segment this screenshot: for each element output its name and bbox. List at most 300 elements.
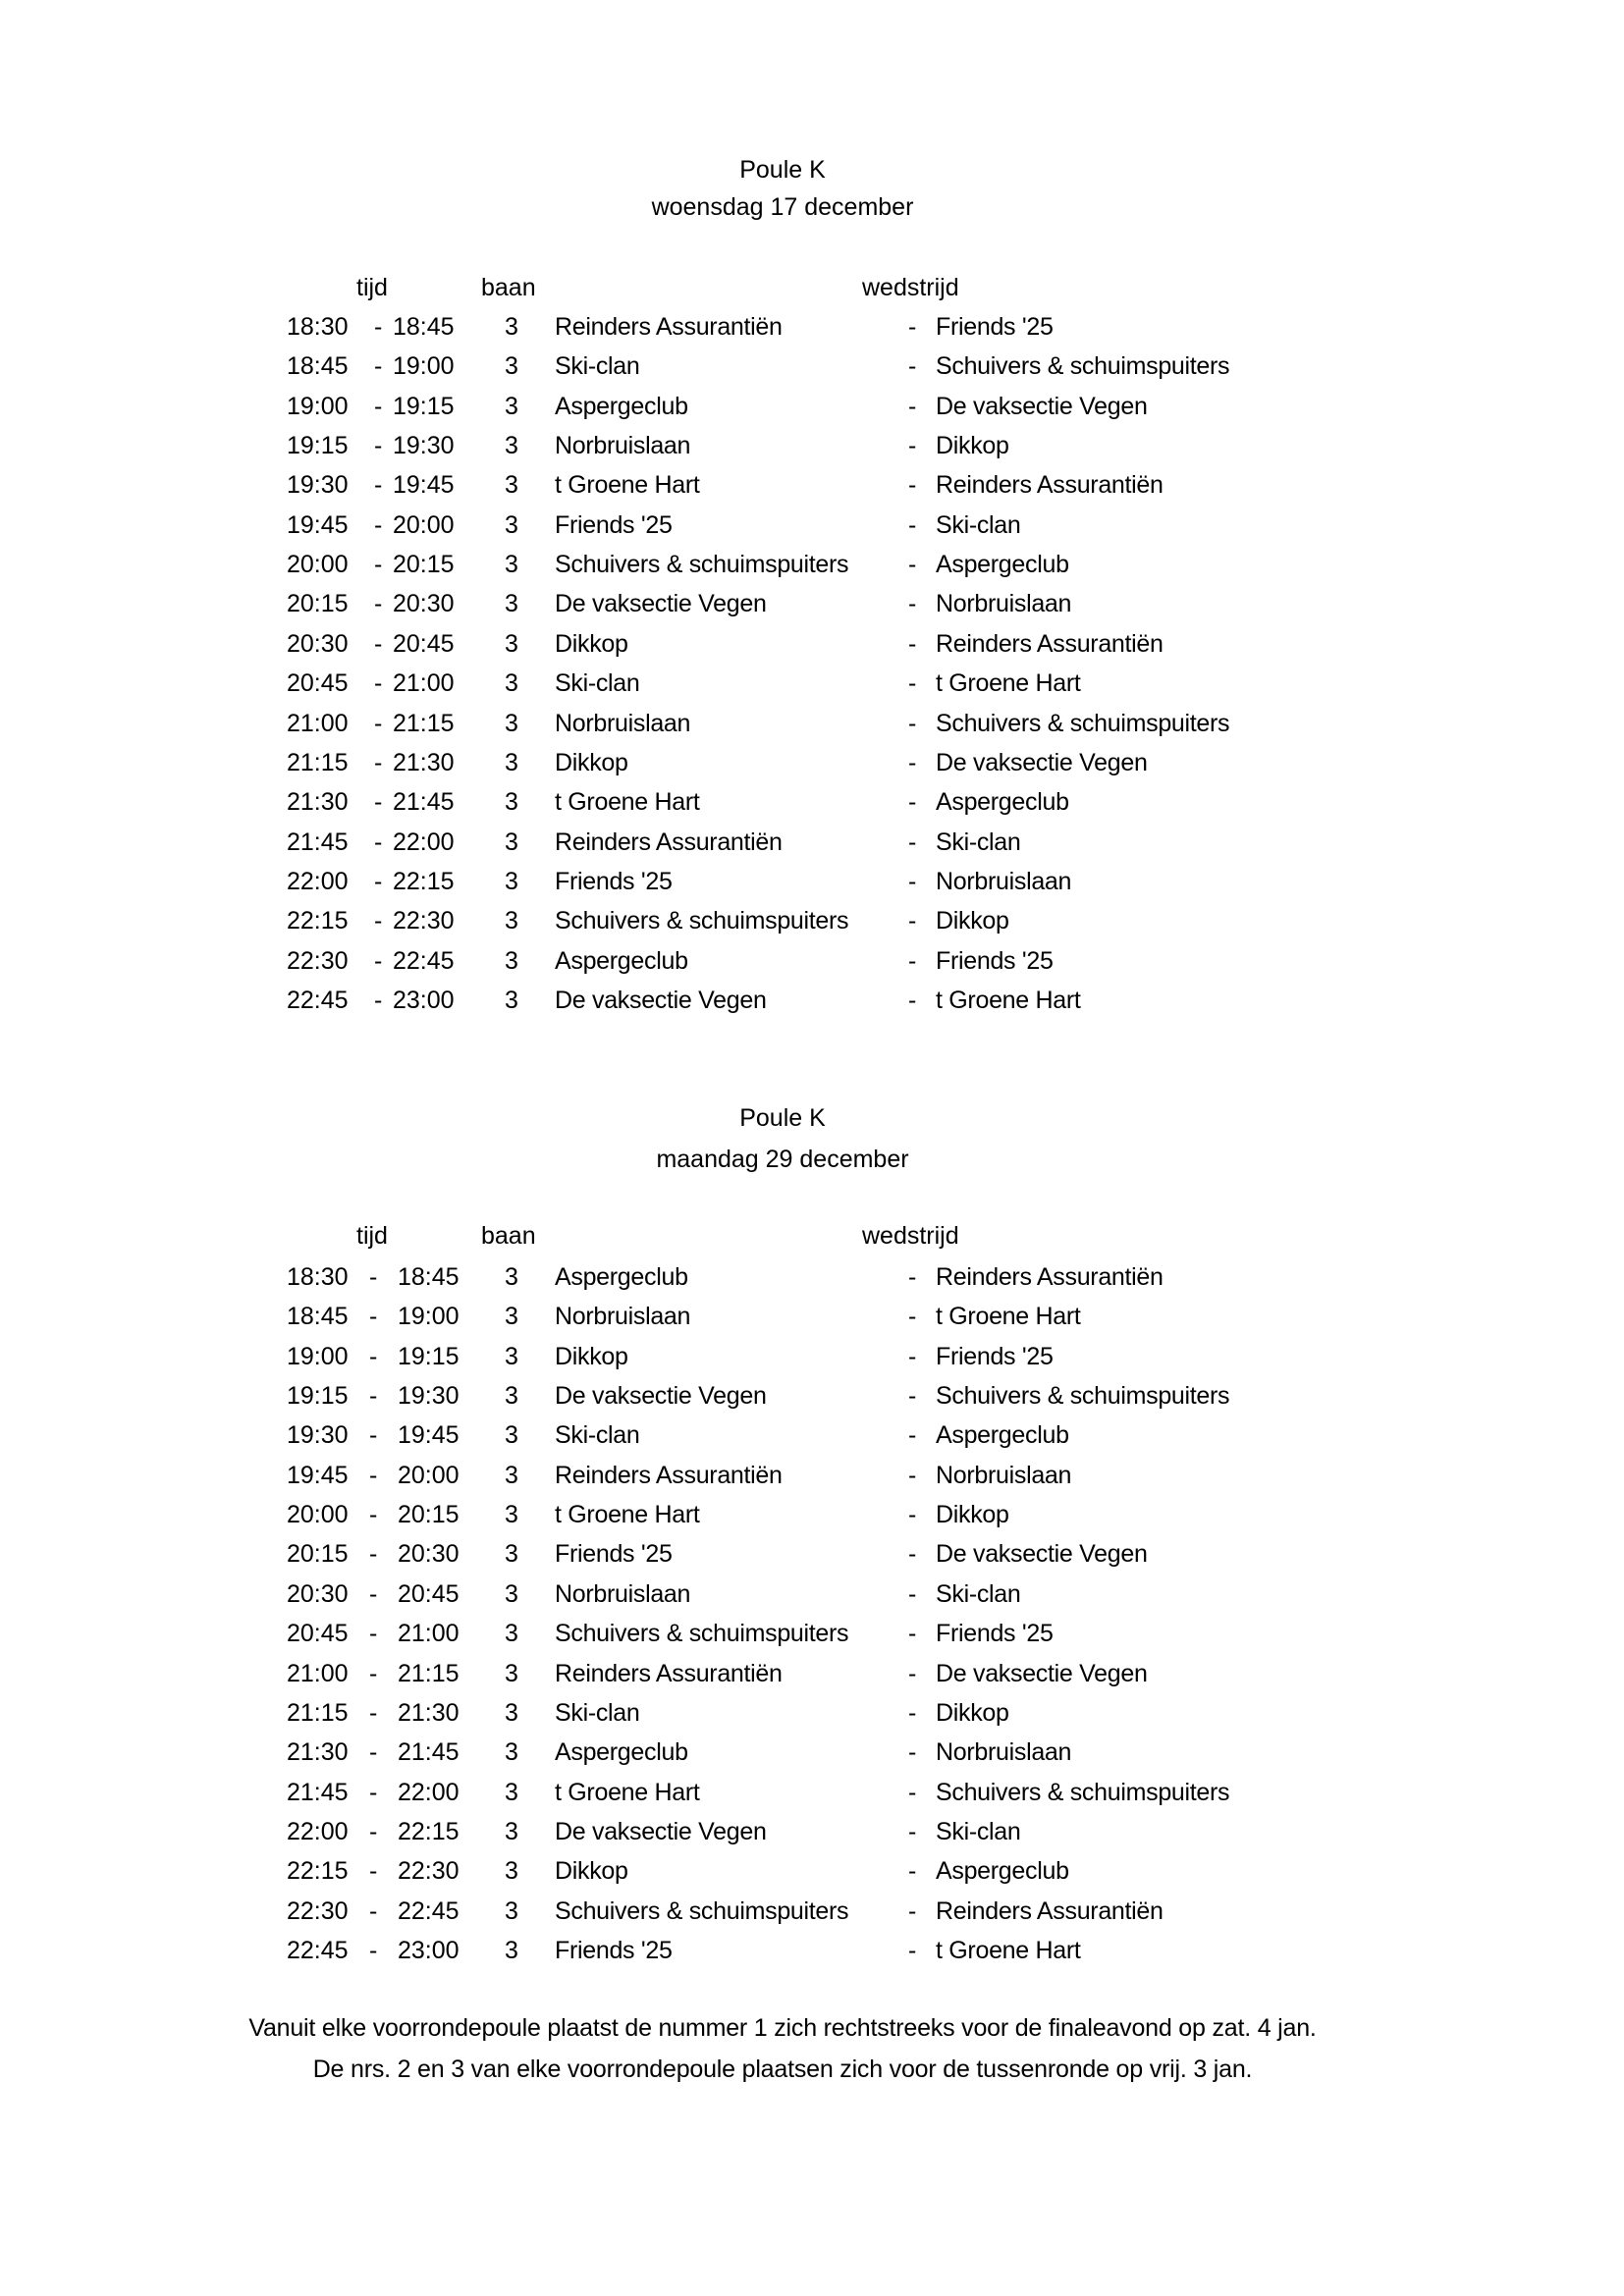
match-row — [0, 470, 1624, 509]
home-team: Aspergeclub — [555, 392, 688, 420]
time-separator: - — [374, 352, 383, 381]
away-team: Norbruislaan — [936, 1461, 1072, 1489]
header-match: wedstrijd — [862, 274, 959, 301]
time-separator: - — [369, 1659, 378, 1687]
match-row — [0, 787, 1624, 827]
court-number: 3 — [505, 1501, 518, 1529]
match-row — [0, 709, 1624, 748]
match-row — [0, 668, 1624, 708]
end-time: 22:45 — [393, 946, 455, 975]
match-separator: - — [908, 1778, 917, 1806]
end-time: 20:00 — [393, 510, 455, 539]
court-number: 3 — [505, 510, 518, 539]
time-separator: - — [369, 1501, 378, 1529]
time-separator: - — [369, 1778, 378, 1806]
end-time: 19:00 — [393, 352, 455, 381]
section-title: Poule K — [739, 1104, 826, 1132]
section-date: woensdag 17 december — [651, 193, 914, 221]
match-separator: - — [908, 748, 917, 776]
match-separator: - — [908, 709, 917, 737]
home-team: t Groene Hart — [555, 1778, 700, 1806]
court-number: 3 — [505, 867, 518, 895]
time-separator: - — [369, 1540, 378, 1569]
time-separator: - — [374, 392, 383, 420]
time-separator: - — [369, 1579, 378, 1608]
start-time: 22:00 — [287, 1817, 349, 1845]
match-separator: - — [908, 828, 917, 856]
court-number: 3 — [505, 1579, 518, 1608]
away-team: De vaksectie Vegen — [936, 1540, 1148, 1569]
end-time: 22:15 — [393, 867, 455, 895]
court-number: 3 — [505, 946, 518, 975]
home-team: Friends '25 — [555, 1540, 673, 1569]
home-team: Aspergeclub — [555, 1263, 688, 1291]
start-time: 21:30 — [287, 788, 349, 817]
start-time: 20:30 — [287, 1579, 349, 1608]
court-number: 3 — [505, 1659, 518, 1687]
end-time: 21:45 — [398, 1738, 460, 1767]
home-team: Ski-clan — [555, 352, 640, 381]
end-time: 19:30 — [398, 1382, 460, 1411]
match-row — [0, 312, 1624, 351]
start-time: 19:15 — [287, 432, 349, 460]
start-time: 21:30 — [287, 1738, 349, 1767]
start-time: 19:45 — [287, 510, 349, 539]
time-separator: - — [374, 867, 383, 895]
match-separator: - — [908, 352, 917, 381]
time-separator: - — [374, 709, 383, 737]
start-time: 20:00 — [287, 551, 349, 579]
end-time: 22:00 — [393, 828, 455, 856]
section-date: maandag 29 december — [656, 1146, 909, 1173]
match-separator: - — [908, 1421, 917, 1450]
match-separator: - — [908, 1263, 917, 1291]
court-number: 3 — [505, 1421, 518, 1450]
match-separator: - — [908, 1620, 917, 1648]
match-row — [0, 550, 1624, 589]
time-separator: - — [369, 1936, 378, 1964]
away-team: Reinders Assurantiën — [936, 471, 1164, 500]
home-team: Schuivers & schuimspuiters — [555, 1620, 849, 1648]
end-time: 23:00 — [398, 1936, 460, 1964]
match-separator: - — [908, 986, 917, 1014]
away-team: Dikkop — [936, 432, 1009, 460]
home-team: Ski-clan — [555, 1421, 640, 1450]
match-row — [0, 1619, 1624, 1658]
end-time: 20:00 — [398, 1461, 460, 1489]
court-number: 3 — [505, 1817, 518, 1845]
court-number: 3 — [505, 788, 518, 817]
home-team: Dikkop — [555, 748, 628, 776]
end-time: 21:30 — [393, 748, 455, 776]
time-separator: - — [374, 788, 383, 817]
time-separator: - — [374, 629, 383, 658]
start-time: 21:00 — [287, 1659, 349, 1687]
home-team: Schuivers & schuimspuiters — [555, 1896, 849, 1925]
court-number: 3 — [505, 1738, 518, 1767]
start-time: 22:00 — [287, 867, 349, 895]
home-team: Dikkop — [555, 1342, 628, 1370]
start-time: 21:45 — [287, 828, 349, 856]
match-row — [0, 1936, 1624, 1975]
match-separator: - — [908, 867, 917, 895]
start-time: 20:00 — [287, 1501, 349, 1529]
away-team: Reinders Assurantiën — [936, 1263, 1164, 1291]
away-team: t Groene Hart — [936, 986, 1081, 1014]
court-number: 3 — [505, 669, 518, 698]
start-time: 22:45 — [287, 986, 349, 1014]
time-separator: - — [374, 669, 383, 698]
match-separator: - — [908, 1817, 917, 1845]
home-team: De vaksectie Vegen — [555, 1382, 767, 1411]
court-number: 3 — [505, 1540, 518, 1569]
match-row — [0, 986, 1624, 1025]
away-team: t Groene Hart — [936, 1936, 1081, 1964]
match-separator: - — [908, 907, 917, 935]
end-time: 21:00 — [393, 669, 455, 698]
court-number: 3 — [505, 986, 518, 1014]
start-time: 22:45 — [287, 1936, 349, 1964]
match-row — [0, 1856, 1624, 1896]
end-time: 22:45 — [398, 1896, 460, 1925]
court-number: 3 — [505, 551, 518, 579]
match-row — [0, 867, 1624, 906]
court-number: 3 — [505, 748, 518, 776]
home-team: t Groene Hart — [555, 1501, 700, 1529]
start-time: 20:15 — [287, 590, 349, 618]
time-separator: - — [369, 1342, 378, 1370]
end-time: 20:15 — [398, 1501, 460, 1529]
time-separator: - — [369, 1263, 378, 1291]
footer-note-1: Vanuit elke voorrondepoule plaatst de nummer 1 zich rechtstreeks voor de finaleavond op zat. 4 jan. — [248, 2014, 1317, 2042]
end-time: 20:30 — [398, 1540, 460, 1569]
court-number: 3 — [505, 1461, 518, 1489]
header-court: baan — [481, 1222, 536, 1250]
match-separator: - — [908, 392, 917, 420]
home-team: Ski-clan — [555, 669, 640, 698]
match-row — [0, 1896, 1624, 1936]
time-separator: - — [369, 1461, 378, 1489]
away-team: Schuivers & schuimspuiters — [936, 352, 1230, 381]
home-team: Friends '25 — [555, 1936, 673, 1964]
match-row — [0, 1500, 1624, 1539]
time-separator: - — [374, 946, 383, 975]
start-time: 21:15 — [287, 1698, 349, 1727]
match-row — [0, 510, 1624, 550]
match-separator: - — [908, 590, 917, 618]
court-number: 3 — [505, 1936, 518, 1964]
end-time: 19:15 — [393, 392, 455, 420]
start-time: 19:00 — [287, 1342, 349, 1370]
match-row — [0, 906, 1624, 945]
away-team: De vaksectie Vegen — [936, 748, 1148, 776]
end-time: 18:45 — [393, 313, 455, 341]
end-time: 19:45 — [393, 471, 455, 500]
time-separator: - — [369, 1421, 378, 1450]
time-separator: - — [369, 1698, 378, 1727]
start-time: 22:30 — [287, 1896, 349, 1925]
match-separator: - — [908, 788, 917, 817]
start-time: 21:45 — [287, 1778, 349, 1806]
time-separator: - — [369, 1303, 378, 1331]
court-number: 3 — [505, 629, 518, 658]
home-team: Reinders Assurantiën — [555, 1659, 783, 1687]
start-time: 19:30 — [287, 471, 349, 500]
match-separator: - — [908, 1698, 917, 1727]
time-separator: - — [374, 471, 383, 500]
home-team: Dikkop — [555, 1857, 628, 1886]
header-match: wedstrijd — [862, 1222, 959, 1250]
match-row — [0, 1302, 1624, 1341]
home-team: De vaksectie Vegen — [555, 590, 767, 618]
court-number: 3 — [505, 432, 518, 460]
start-time: 18:45 — [287, 1303, 349, 1331]
match-row — [0, 1420, 1624, 1460]
end-time: 20:30 — [393, 590, 455, 618]
home-team: Dikkop — [555, 629, 628, 658]
end-time: 22:30 — [398, 1857, 460, 1886]
match-separator: - — [908, 1738, 917, 1767]
start-time: 18:45 — [287, 352, 349, 381]
away-team: Norbruislaan — [936, 867, 1072, 895]
home-team: Norbruislaan — [555, 709, 691, 737]
time-separator: - — [369, 1738, 378, 1767]
header-time: tijd — [356, 274, 388, 301]
away-team: Dikkop — [936, 1698, 1009, 1727]
away-team: Aspergeclub — [936, 1857, 1069, 1886]
away-team: Dikkop — [936, 907, 1009, 935]
court-number: 3 — [505, 352, 518, 381]
end-time: 21:45 — [393, 788, 455, 817]
match-row — [0, 946, 1624, 986]
match-separator: - — [908, 629, 917, 658]
time-separator: - — [374, 590, 383, 618]
end-time: 18:45 — [398, 1263, 460, 1291]
match-separator: - — [908, 551, 917, 579]
court-number: 3 — [505, 1342, 518, 1370]
end-time: 19:45 — [398, 1421, 460, 1450]
header-court: baan — [481, 274, 536, 301]
away-team: Norbruislaan — [936, 1738, 1072, 1767]
away-team: Aspergeclub — [936, 788, 1069, 817]
match-row — [0, 1539, 1624, 1578]
start-time: 20:45 — [287, 1620, 349, 1648]
court-number: 3 — [505, 1303, 518, 1331]
court-number: 3 — [505, 1778, 518, 1806]
home-team: Schuivers & schuimspuiters — [555, 907, 849, 935]
home-team: Norbruislaan — [555, 432, 691, 460]
away-team: Ski-clan — [936, 1579, 1021, 1608]
end-time: 20:45 — [393, 629, 455, 658]
time-separator: - — [374, 510, 383, 539]
end-time: 21:00 — [398, 1620, 460, 1648]
away-team: t Groene Hart — [936, 1303, 1081, 1331]
away-team: Friends '25 — [936, 313, 1054, 341]
match-row — [0, 1659, 1624, 1698]
end-time: 19:30 — [393, 432, 455, 460]
start-time: 20:15 — [287, 1540, 349, 1569]
match-row — [0, 1737, 1624, 1777]
home-team: De vaksectie Vegen — [555, 986, 767, 1014]
match-separator: - — [908, 1303, 917, 1331]
home-team: Norbruislaan — [555, 1303, 691, 1331]
court-number: 3 — [505, 1382, 518, 1411]
away-team: Aspergeclub — [936, 551, 1069, 579]
home-team: Friends '25 — [555, 510, 673, 539]
away-team: Friends '25 — [936, 1620, 1054, 1648]
home-team: Ski-clan — [555, 1698, 640, 1727]
court-number: 3 — [505, 392, 518, 420]
start-time: 18:30 — [287, 1263, 349, 1291]
match-row — [0, 1381, 1624, 1420]
home-team: Friends '25 — [555, 867, 673, 895]
end-time: 19:00 — [398, 1303, 460, 1331]
away-team: Schuivers & schuimspuiters — [936, 709, 1230, 737]
home-team: t Groene Hart — [555, 788, 700, 817]
home-team: Aspergeclub — [555, 946, 688, 975]
end-time: 23:00 — [393, 986, 455, 1014]
end-time: 20:45 — [398, 1579, 460, 1608]
end-time: 20:15 — [393, 551, 455, 579]
header-time: tijd — [356, 1222, 388, 1250]
match-row — [0, 1461, 1624, 1500]
match-row — [0, 1817, 1624, 1856]
time-separator: - — [374, 551, 383, 579]
end-time: 21:15 — [393, 709, 455, 737]
match-row — [0, 1262, 1624, 1302]
match-separator: - — [908, 1540, 917, 1569]
court-number: 3 — [505, 907, 518, 935]
away-team: Aspergeclub — [936, 1421, 1069, 1450]
end-time: 19:15 — [398, 1342, 460, 1370]
match-separator: - — [908, 1936, 917, 1964]
start-time: 22:30 — [287, 946, 349, 975]
home-team: Aspergeclub — [555, 1738, 688, 1767]
match-separator: - — [908, 1579, 917, 1608]
away-team: Ski-clan — [936, 510, 1021, 539]
match-separator: - — [908, 1501, 917, 1529]
start-time: 18:30 — [287, 313, 349, 341]
match-row — [0, 1698, 1624, 1737]
start-time: 21:00 — [287, 709, 349, 737]
match-row — [0, 392, 1624, 431]
match-row — [0, 1342, 1624, 1381]
away-team: Schuivers & schuimspuiters — [936, 1778, 1230, 1806]
match-separator: - — [908, 1382, 917, 1411]
home-team: t Groene Hart — [555, 471, 700, 500]
time-separator: - — [369, 1896, 378, 1925]
court-number: 3 — [505, 828, 518, 856]
away-team: Friends '25 — [936, 1342, 1054, 1370]
match-separator: - — [908, 1659, 917, 1687]
start-time: 19:30 — [287, 1421, 349, 1450]
away-team: De vaksectie Vegen — [936, 1659, 1148, 1687]
start-time: 19:45 — [287, 1461, 349, 1489]
away-team: Norbruislaan — [936, 590, 1072, 618]
match-separator: - — [908, 669, 917, 698]
court-number: 3 — [505, 590, 518, 618]
court-number: 3 — [505, 1620, 518, 1648]
away-team: Friends '25 — [936, 946, 1054, 975]
match-row — [0, 589, 1624, 628]
start-time: 20:30 — [287, 629, 349, 658]
match-separator: - — [908, 510, 917, 539]
court-number: 3 — [505, 1263, 518, 1291]
start-time: 22:15 — [287, 1857, 349, 1886]
court-number: 3 — [505, 471, 518, 500]
footer-note-2: De nrs. 2 en 3 van elke voorrondepoule plaatsen zich voor de tussenronde op vrij. 3 jan. — [312, 2056, 1253, 2083]
time-separator: - — [374, 748, 383, 776]
time-separator: - — [374, 907, 383, 935]
match-row — [0, 351, 1624, 391]
away-team: Ski-clan — [936, 828, 1021, 856]
time-separator: - — [369, 1817, 378, 1845]
start-time: 19:15 — [287, 1382, 349, 1411]
court-number: 3 — [505, 1698, 518, 1727]
match-row — [0, 629, 1624, 668]
home-team: Norbruislaan — [555, 1579, 691, 1608]
away-team: t Groene Hart — [936, 669, 1081, 698]
match-separator: - — [908, 432, 917, 460]
away-team: Ski-clan — [936, 1817, 1021, 1845]
court-number: 3 — [505, 313, 518, 341]
home-team: De vaksectie Vegen — [555, 1817, 767, 1845]
start-time: 19:00 — [287, 392, 349, 420]
time-separator: - — [374, 313, 383, 341]
away-team: Reinders Assurantiën — [936, 1896, 1164, 1925]
match-separator: - — [908, 946, 917, 975]
time-separator: - — [369, 1620, 378, 1648]
match-row — [0, 828, 1624, 867]
home-team: Reinders Assurantiën — [555, 828, 783, 856]
end-time: 21:30 — [398, 1698, 460, 1727]
home-team: Reinders Assurantiën — [555, 1461, 783, 1489]
away-team: Schuivers & schuimspuiters — [936, 1382, 1230, 1411]
match-separator: - — [908, 471, 917, 500]
end-time: 22:30 — [393, 907, 455, 935]
match-separator: - — [908, 1461, 917, 1489]
match-row — [0, 431, 1624, 470]
home-team: Reinders Assurantiën — [555, 313, 783, 341]
match-separator: - — [908, 313, 917, 341]
court-number: 3 — [505, 1896, 518, 1925]
away-team: De vaksectie Vegen — [936, 392, 1148, 420]
end-time: 21:15 — [398, 1659, 460, 1687]
away-team: Reinders Assurantiën — [936, 629, 1164, 658]
time-separator: - — [374, 432, 383, 460]
time-separator: - — [369, 1382, 378, 1411]
time-separator: - — [369, 1857, 378, 1886]
match-row — [0, 748, 1624, 787]
match-row — [0, 1778, 1624, 1817]
time-separator: - — [374, 828, 383, 856]
match-row — [0, 1579, 1624, 1619]
home-team: Schuivers & schuimspuiters — [555, 551, 849, 579]
match-separator: - — [908, 1896, 917, 1925]
match-separator: - — [908, 1342, 917, 1370]
end-time: 22:00 — [398, 1778, 460, 1806]
end-time: 22:15 — [398, 1817, 460, 1845]
section-title: Poule K — [739, 156, 826, 184]
start-time: 20:45 — [287, 669, 349, 698]
start-time: 21:15 — [287, 748, 349, 776]
match-separator: - — [908, 1857, 917, 1886]
time-separator: - — [374, 986, 383, 1014]
away-team: Dikkop — [936, 1501, 1009, 1529]
start-time: 22:15 — [287, 907, 349, 935]
court-number: 3 — [505, 1857, 518, 1886]
court-number: 3 — [505, 709, 518, 737]
